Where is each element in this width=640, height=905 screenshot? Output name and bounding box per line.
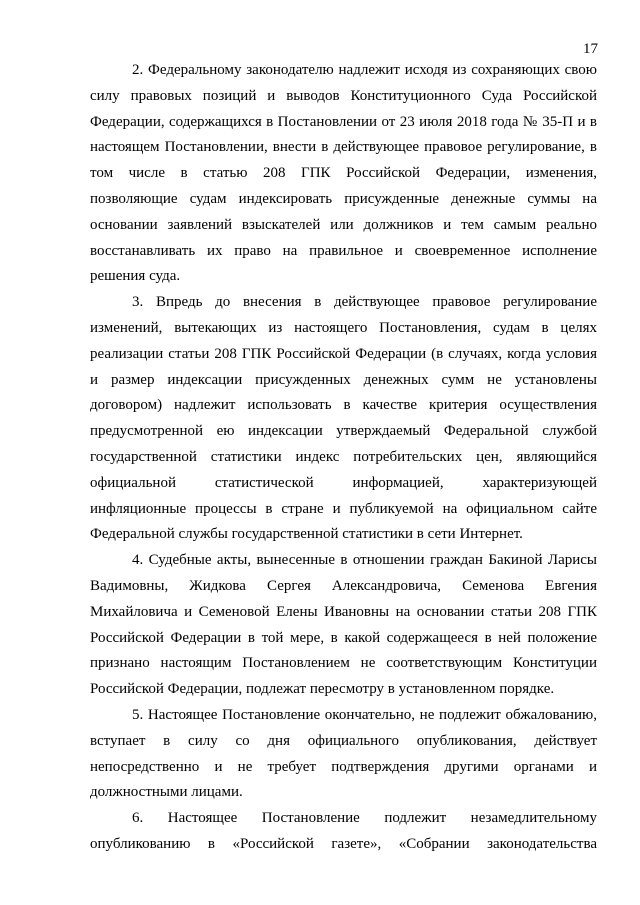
- text-line: Михайловича и Семеновой Елены Ивановны на основании статьи 208 ГПК: [90, 603, 597, 620]
- text-line: опубликованию в «Российской газете», «Собрании законодательства: [90, 835, 597, 852]
- text-line: 5. Настоящее Постановление окончательно, не подлежит обжалованию,: [132, 706, 597, 723]
- text-line: настоящем Постановлении, внести в действующее правовое регулирование, в: [90, 139, 597, 156]
- text-line: и размер индексации присужденных денежных сумм не установлены: [90, 371, 597, 388]
- page-number: 17: [583, 41, 598, 57]
- text-line: государственной статистики индекс потребительских цен, являющийся: [90, 448, 597, 465]
- text-line: должностными лицами.: [90, 784, 243, 801]
- text-line: основании заявлений взыскателей или должников и тем самым реально: [90, 216, 597, 233]
- text-line: договором) надлежит использовать в качестве критерия осуществления: [90, 397, 597, 414]
- text-line: официальной статистической информацией, характеризующей: [90, 474, 597, 491]
- text-line: позволяющие судам индексировать присужденные денежные суммы на: [90, 190, 597, 207]
- paragraph-1: [90, 58, 597, 290]
- text-line: 2. Федеральному законодателю надлежит исходя из сохраняющих свою: [132, 62, 597, 78]
- text-line: том числе в статью 208 ГПК Российской Федерации, изменения,: [90, 165, 597, 182]
- text-line: Федерации, содержащихся в Постановлении от 23 июля 2018 года № 35-П и в: [90, 113, 597, 130]
- text-line: изменений, вытекающих из настоящего Постановления, судам в целях: [90, 319, 597, 336]
- text-line: непосредственно и не требует подтверждения другими органами и: [90, 758, 597, 775]
- text-line: признано настоящим Постановлением не соответствующим Конституции: [90, 655, 597, 672]
- paragraph-3: [90, 548, 597, 703]
- text-line: предусмотренной ею индексации утверждаемый Федеральной службой: [90, 423, 597, 440]
- text-line: силу правовых позиций и выводов Конституционного Суда Российской: [90, 87, 597, 104]
- paragraph-5: [90, 806, 597, 858]
- text-line: инфляционные процессы в стране и публикуемой на официальном сайте: [90, 500, 597, 517]
- text-line: 6. Настоящее Постановление подлежит незамедлительному: [132, 810, 597, 827]
- text-line: Российской Федерации, подлежат пересмотру в установленном порядке.: [90, 681, 555, 698]
- text-line: 4. Судебные акты, вынесенные в отношении граждан Бакиной Ларисы: [132, 552, 597, 569]
- text-line: реализации статьи 208 ГПК Российской Федерации (в случаях, когда условия: [90, 345, 597, 362]
- text-line: решения суда.: [90, 268, 181, 285]
- text-line: 3. Впредь до внесения в действующее правовое регулирование: [132, 294, 597, 311]
- text-line: Вадимовны, Жидкова Сергея Александровича, Семенова Евгения: [90, 577, 597, 594]
- text-line: Российской Федерации в той мере, в какой содержащееся в ней положение: [90, 629, 597, 646]
- text-line: вступает в силу со дня официального опубликования, действует: [90, 732, 597, 749]
- document-body: [90, 58, 597, 858]
- paragraph-2: [90, 290, 597, 548]
- paragraph-4: [90, 703, 597, 806]
- text-line: восстанавливать их право на правильное и своевременное исполнение: [90, 242, 597, 259]
- text-line: Федеральной службы государственной статистики в сети Интернет.: [90, 526, 523, 543]
